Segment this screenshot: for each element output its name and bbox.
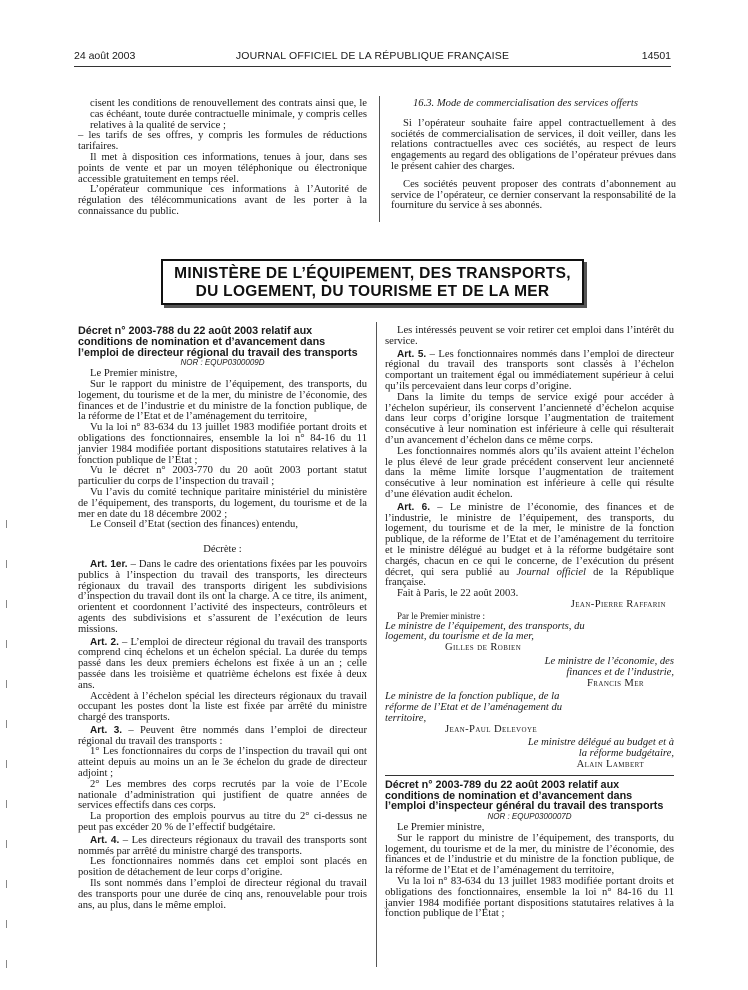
paragraph: Si l’opérateur souhaite faire appel contractuellement à des sociétés de commercialisation de services, il doit veiller, dans les relations contractuelles avec ces sociétés, au respect de leurs engagements au regard des obligations de l’opérateur prévues dans le présent cahier des charges. — [391, 117, 676, 172]
section-heading: 16.3. Mode de commercialisation des services offerts — [413, 98, 638, 109]
article-text: – Les fonctionnaires nommés dans l’emploi de directeur régional du travail des transports sont classés à l’échelon comportant un traitement égal ou immédiatement supérieur à celui qu’ils percevaient dans leur corps d’origine. — [385, 348, 674, 392]
signature-delevoye: Jean-Paul Delevoye — [445, 723, 538, 735]
paragraph: Les fonctionnaires nommés alors qu’ils avaient atteint l’échelon le plus élevé de leur grade précédent conservent leur ancienneté dans la même limite lorsque l’augmentation de traitement consécutive à leur nomination est inférieure à celle qui résulte d’une élévation audit échelon. — [385, 445, 674, 500]
decret-789-nor: NOR : EQUP0300007D — [487, 812, 572, 822]
paragraph: Ils sont nommés dans l’emploi de directeur régional du travail des transports pour une durée de cinq ans, renouvelable pour trois ans, au plus, dans le même emploi. — [78, 878, 367, 911]
article-text: – Le ministre de l’économie, des finances et de l’industrie, le ministre de l’équipement, des transports, du logement, du tourisme et de la mer, le ministre de la fonction publique, de la réforme de l’Etat et de l’aménagement du territoire et le ministre délégué au budget et à la réforme budgétaire sont chargés, chacun en ce qui le concerne, de l’exécution du présent décret, qui sera publié au — [385, 501, 674, 578]
top-left-column — [78, 99, 367, 218]
paragraph: 2° Les membres des corps recrutés par la voie de l’Ecole nationale d’administration qui justifient de quatre années de services effectifs dans ces corps. — [78, 778, 367, 812]
paragraph: 1° Les fonctionnaires du corps de l’inspection du travail qui ont atteint depuis au moins un an le 3e échelon du grade de directeur adjoint ; — [78, 746, 367, 780]
ministre-equipement: Le ministre de l’équipement, des transports, du logement, du tourisme et de la mer, — [385, 620, 585, 643]
signature-pm: Jean-Pierre Raffarin — [570, 598, 666, 610]
paragraph: Les intéressés peuvent se voir retirer cet emploi dans l’intérêt du service. — [385, 325, 674, 347]
paragraph: La proportion des emplois pourvus au titre du 2° ci-dessus ne peut pas excéder 20 % de l’effectif budgétaire. — [78, 811, 367, 834]
article-text: – Peuvent être nommés dans l’emploi de directeur régional du travail des transports : — [78, 724, 367, 747]
paragraph: Le Premier ministre, — [90, 368, 178, 380]
date-line: Fait à Paris, le 22 août 2003. — [397, 588, 519, 600]
decret-789-title: Décret n° 2003-789 du 22 août 2003 relatif aux conditions de nomination et d’avancement dans l’emploi d’inspecteur général du travail des transports — [385, 778, 664, 813]
signature-lambert: Alain Lambert — [576, 759, 644, 771]
paragraph: Vu le décret n° 2003-770 du 20 août 2003 portant statut particulier du corps de l’inspection du travail ; — [78, 465, 367, 488]
article-text: – Les directeurs régionaux du travail des transports sont nommés par arrêté du ministre chargé des transports. — [78, 834, 367, 857]
header-rule — [74, 66, 671, 67]
article-label: Art. 4. — [90, 834, 120, 846]
article-3 — [78, 726, 367, 748]
section-rule — [385, 775, 674, 776]
article-label: Art. 1er. — [90, 558, 128, 570]
article-1 — [78, 560, 367, 636]
top-right-column — [391, 99, 676, 212]
paragraph: Dans la limite du temps de service exigé pour accéder à l’échelon supérieur, ils conservent l’ancienneté d’échelon acquise dans leur corps d’origine lorsque l’augmentation de traitement consécutive à leur nomination est inférieure à celle qui résulterait d’un avancement d’échelon dans ce même corps. — [385, 391, 674, 446]
article-2 — [78, 638, 367, 692]
ministry-line-2: DU LOGEMENT, DU TOURISME ET DE LA MER — [195, 282, 550, 300]
header-journal-title: JOURNAL OFFICIEL DE LA RÉPUBLIQUE FRANÇAISE — [235, 50, 510, 62]
paragraph: Vu la loi n° 83-634 du 13 juillet 1983 modifiée portant droits et obligations des fonctionnaires, ensemble la loi n° 84-16 du 11 janvier 1984 modifiée portant dispositions statutaires relatives à la fonction publique de l’Etat ; — [385, 876, 674, 920]
article-4 — [78, 836, 367, 858]
paragraph: Sur le rapport du ministre de l’équipement, des transports, du logement, du tourisme et de la mer, du ministre de l’économie, des finances et de l’industrie et du ministre de la fonction publique, de la réforme de l’Etat et de l’aménagement du territoire, — [385, 832, 674, 877]
header-page-number: 14501 — [641, 50, 671, 62]
ministry-heading-box — [161, 259, 584, 305]
header-date: 24 août 2003 — [74, 50, 136, 62]
paragraph: Ces sociétés peuvent proposer des contrats d’abonnement au service de l’opérateur, ce dernier conservant la responsabilité de la fourniture du service à ses abonnés. — [391, 178, 676, 212]
paragraph: Le Conseil d’Etat (section des finances) entendu, — [90, 519, 298, 531]
paragraph: L’opérateur communique ces informations à l’Autorité de régulation des télécommunications avant de les porter à la connaissance du public. — [78, 184, 367, 217]
paragraph: Accèdent à l’échelon spécial les directeurs régionaux du travail occupant les postes dont la liste est fixée par arrêté du ministre chargé des transports. — [78, 690, 367, 724]
paragraph: – les tarifs de ses offres, y compris les formules de réductions tarifaires. — [78, 130, 367, 153]
article-label: Art. 3. — [90, 724, 123, 736]
column-divider — [379, 96, 380, 222]
article-text: – Dans le cadre des orientations fixées par les pouvoirs publics à l’inspection du travail des transports, les directeurs régionaux du travail des transports dirigent les subdivisions d’inspection du travail dont ils ont la charge. A ce titre, ils animent, orientent et coordonnent l’activité des inspecteurs, contrôleurs et agents des subdivisions et s’assurent de l’exécution de leurs missions. — [78, 558, 367, 635]
decret-788-title: Décret n° 2003-788 du 22 août 2003 relatif aux conditions de nomination et d’avancement dans l’emploi de directeur régional du travail des transports — [78, 325, 358, 359]
article-text: – L’emploi de directeur régional du travail des transports comprend cinq échelons et un échelon spécial. La durée du temps passé dans les deux premiers échelons est fixée à un an ; celle passée dans les troisième et quatrième échelons est fixée à deux ans. — [78, 636, 367, 691]
paragraph: Sur le rapport du ministre de l’équipement, des transports, du logement, du tourisme et de la mer, du ministre de l’économie, des finances et de l’industrie et du ministre de la fonction publique, de la réforme de l’Etat et de l’aménagement du territoire, — [78, 378, 367, 423]
article-6 — [385, 503, 674, 589]
ministry-line-1: MINISTÈRE DE L’ÉQUIPEMENT, DES TRANSPORTS, — [174, 265, 571, 282]
par-premier-ministre: Par le Premier ministre : — [397, 610, 485, 621]
paragraph: Vu la loi n° 83-634 du 13 juillet 1983 modifiée portant droits et obligations des fonctionnaires, ensemble la loi n° 84-16 du 11 janvier 1984 modifiée portant dispositions statutaires relatives à la fonction publique de l’Etat ; — [78, 422, 367, 466]
signature-mer: Francis Mer — [587, 677, 644, 689]
article-label: Art. 6. — [397, 501, 430, 513]
ministre-budget: Le ministre délégué au budget et à la réforme budgétaire, — [527, 737, 674, 760]
ministre-fonction-publique: Le ministre de la fonction publique, de la réforme de l’Etat et de l’aménagement du territoire, — [385, 691, 563, 724]
decret-right-column — [385, 326, 674, 920]
decret-788-nor: NOR : EQUP0300009D — [180, 358, 265, 368]
article-label: Art. 5. — [397, 348, 427, 360]
article-5 — [385, 350, 674, 393]
paragraph: Vu l’avis du comité technique paritaire ministériel du ministère de l’équipement, des transports, du logement, du tourisme et de la mer en date du 18 décembre 2002 ; — [78, 486, 367, 520]
article-label: Art. 2. — [90, 636, 119, 648]
signature-robien: Gilles de Robien — [445, 642, 522, 654]
scan-margin-marks — [6, 0, 10, 990]
article-text: de la République française. — [385, 566, 674, 589]
decret-788-column — [78, 326, 367, 911]
journal-officiel-text: Journal officiel — [516, 566, 586, 578]
page-header — [74, 50, 671, 66]
decrete-line: Décrète : — [203, 544, 242, 556]
paragraph: Le Premier ministre, — [397, 822, 485, 834]
column-divider — [376, 322, 377, 967]
paragraph: cisent les conditions de renouvellement des contrats ainsi que, le cas échéant, toute durée contractuelle minimale, y compris celles relatives à la qualité de service ; — [90, 98, 367, 131]
paragraph: Il met à disposition ces informations, tenues à jour, dans ses points de vente et par un moyen téléphonique ou électronique accessible gratuitement en temps réel. — [78, 151, 367, 185]
paragraph: Les fonctionnaires nommés dans cet emploi sont placés en position de détachement de leur corps d’origine. — [78, 856, 367, 879]
ministre-economie: Le ministre de l’économie, des finances et de l’industrie, — [544, 655, 674, 678]
